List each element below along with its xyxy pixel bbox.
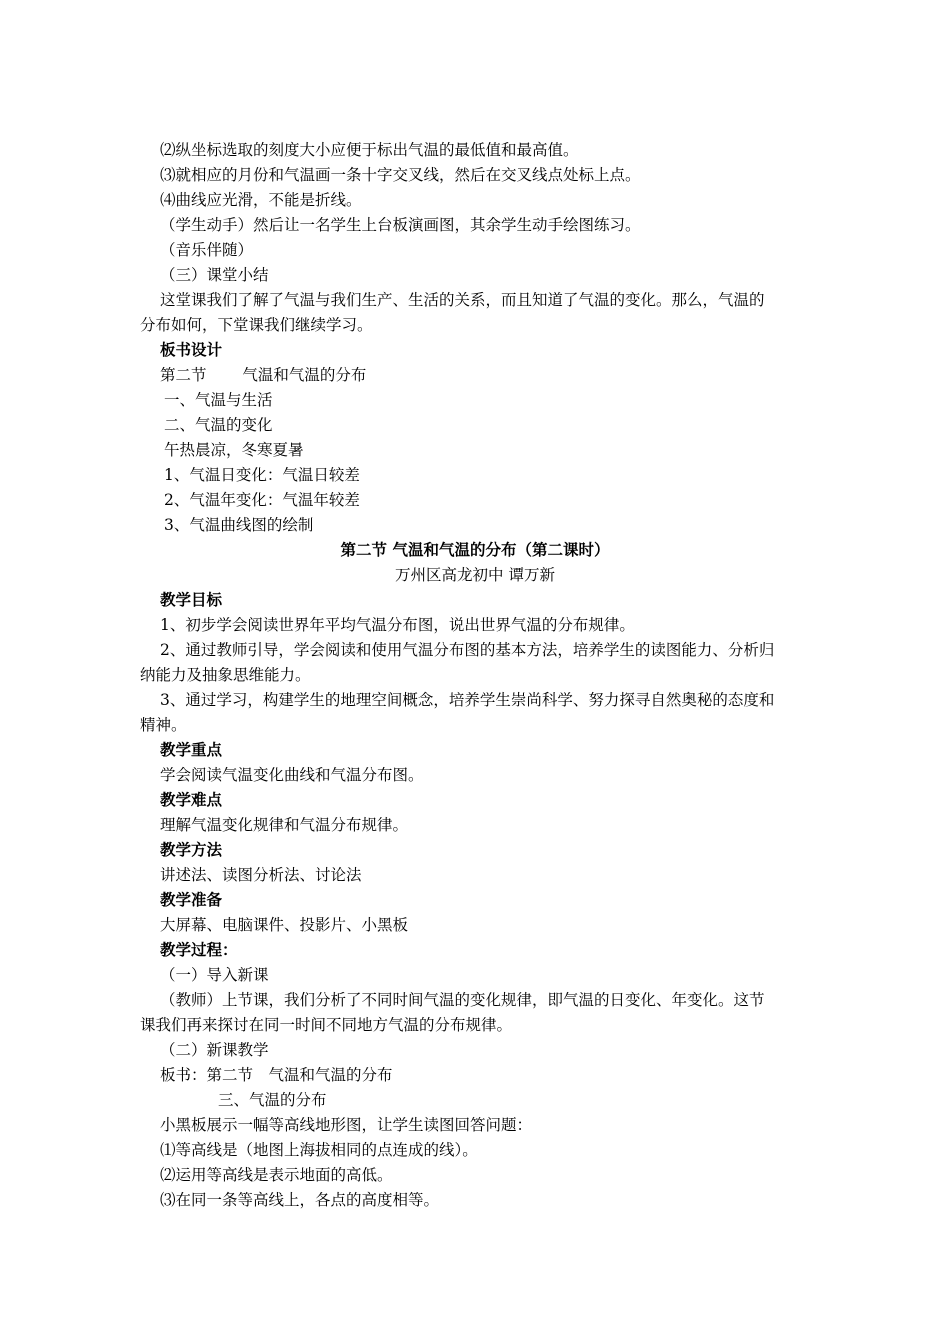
text-line: 讲述法、读图分析法、讨论法 bbox=[160, 866, 362, 884]
text-line: 大屏幕、电脑课件、投影片、小黑板 bbox=[160, 916, 409, 934]
section-heading: 板书设计 bbox=[160, 340, 223, 359]
lesson-title: 第二节 气温和气温的分布（第二课时） bbox=[340, 540, 610, 559]
text-line: 一、气温与生活 bbox=[164, 391, 273, 409]
text-line: 这堂课我们了解了气温与我们生产、生活的关系，而且知道了气温的变化。那么，气温的 bbox=[160, 291, 765, 309]
text-line: 理解气温变化规律和气温分布规律。 bbox=[160, 816, 409, 834]
text-line: 1、初步学会阅读世界年平均气温分布图，说出世界气温的分布规律。 bbox=[160, 616, 635, 634]
text-line: 纳能力及抽象思维能力。 bbox=[140, 666, 311, 684]
text-line: 板书：第二节 气温和气温的分布 bbox=[160, 1066, 393, 1084]
section-heading: 教学目标 bbox=[160, 590, 223, 609]
text-line: 3、气温曲线图的绘制 bbox=[164, 516, 314, 534]
text-line: 二、气温的变化 bbox=[164, 416, 273, 434]
text-line: （三）课堂小结 bbox=[160, 266, 269, 284]
text-line: ⑶在同一条等高线上，各点的高度相等。 bbox=[160, 1191, 440, 1209]
text-line: （教师）上节课，我们分析了不同时间气温的变化规律，即气温的日变化、年变化。这节 bbox=[160, 991, 765, 1009]
section-heading: 教学方法 bbox=[160, 840, 223, 859]
text-line: 午热晨凉，冬寒夏暑 bbox=[164, 441, 304, 459]
section-heading: 教学过程： bbox=[160, 940, 238, 959]
text-line: ⑶就相应的月份和气温画一条十字交叉线，然后在交叉线点处标上点。 bbox=[160, 166, 641, 184]
text-line: 2、气温年变化：气温年较差 bbox=[164, 491, 360, 509]
section-heading: 教学准备 bbox=[160, 890, 223, 909]
text-line: ⑵纵坐标选取的刻度大小应便于标出气温的最低值和最高值。 bbox=[160, 141, 579, 159]
text-line: ⑷曲线应光滑，不能是折线。 bbox=[160, 191, 362, 209]
section-heading: 教学难点 bbox=[160, 790, 223, 809]
text-line: 3、通过学习，构建学生的地理空间概念，培养学生崇尚科学、努力探寻自然奥秘的态度和 bbox=[160, 691, 775, 709]
author-line: 万州区高龙初中 谭万新 bbox=[395, 566, 555, 584]
text-line: ⑵运用等高线是表示地面的高低。 bbox=[160, 1166, 393, 1184]
text-line: 学会阅读气温变化曲线和气温分布图。 bbox=[160, 766, 424, 784]
text-line: 小黑板展示一幅等高线地形图，让学生读图回答问题： bbox=[160, 1116, 533, 1134]
text-line: （学生动手）然后让一名学生上台板演画图，其余学生动手绘图练习。 bbox=[160, 216, 641, 234]
text-line: 2、通过教师引导，学会阅读和使用气温分布图的基本方法，培养学生的读图能力、分析归 bbox=[160, 641, 775, 659]
text-line: 精神。 bbox=[140, 716, 187, 734]
text-line: 三、气温的分布 bbox=[218, 1091, 327, 1109]
text-line: （一）导入新课 bbox=[160, 966, 269, 984]
section-heading: 教学重点 bbox=[160, 740, 223, 759]
text-line: ⑴等高线是（地图上海拔相同的点连成的线）。 bbox=[160, 1141, 478, 1159]
text-line: （二）新课教学 bbox=[160, 1041, 269, 1059]
text-line: 分布如何，下堂课我们继续学习。 bbox=[140, 316, 373, 334]
text-line: 课我们再来探讨在同一时间不同地方气温的分布规律。 bbox=[140, 1016, 513, 1034]
text-line: 第二节 气温和气温的分布 bbox=[160, 366, 367, 384]
text-line: 1、气温日变化：气温日较差 bbox=[164, 466, 360, 484]
text-line: （音乐伴随） bbox=[160, 241, 254, 259]
